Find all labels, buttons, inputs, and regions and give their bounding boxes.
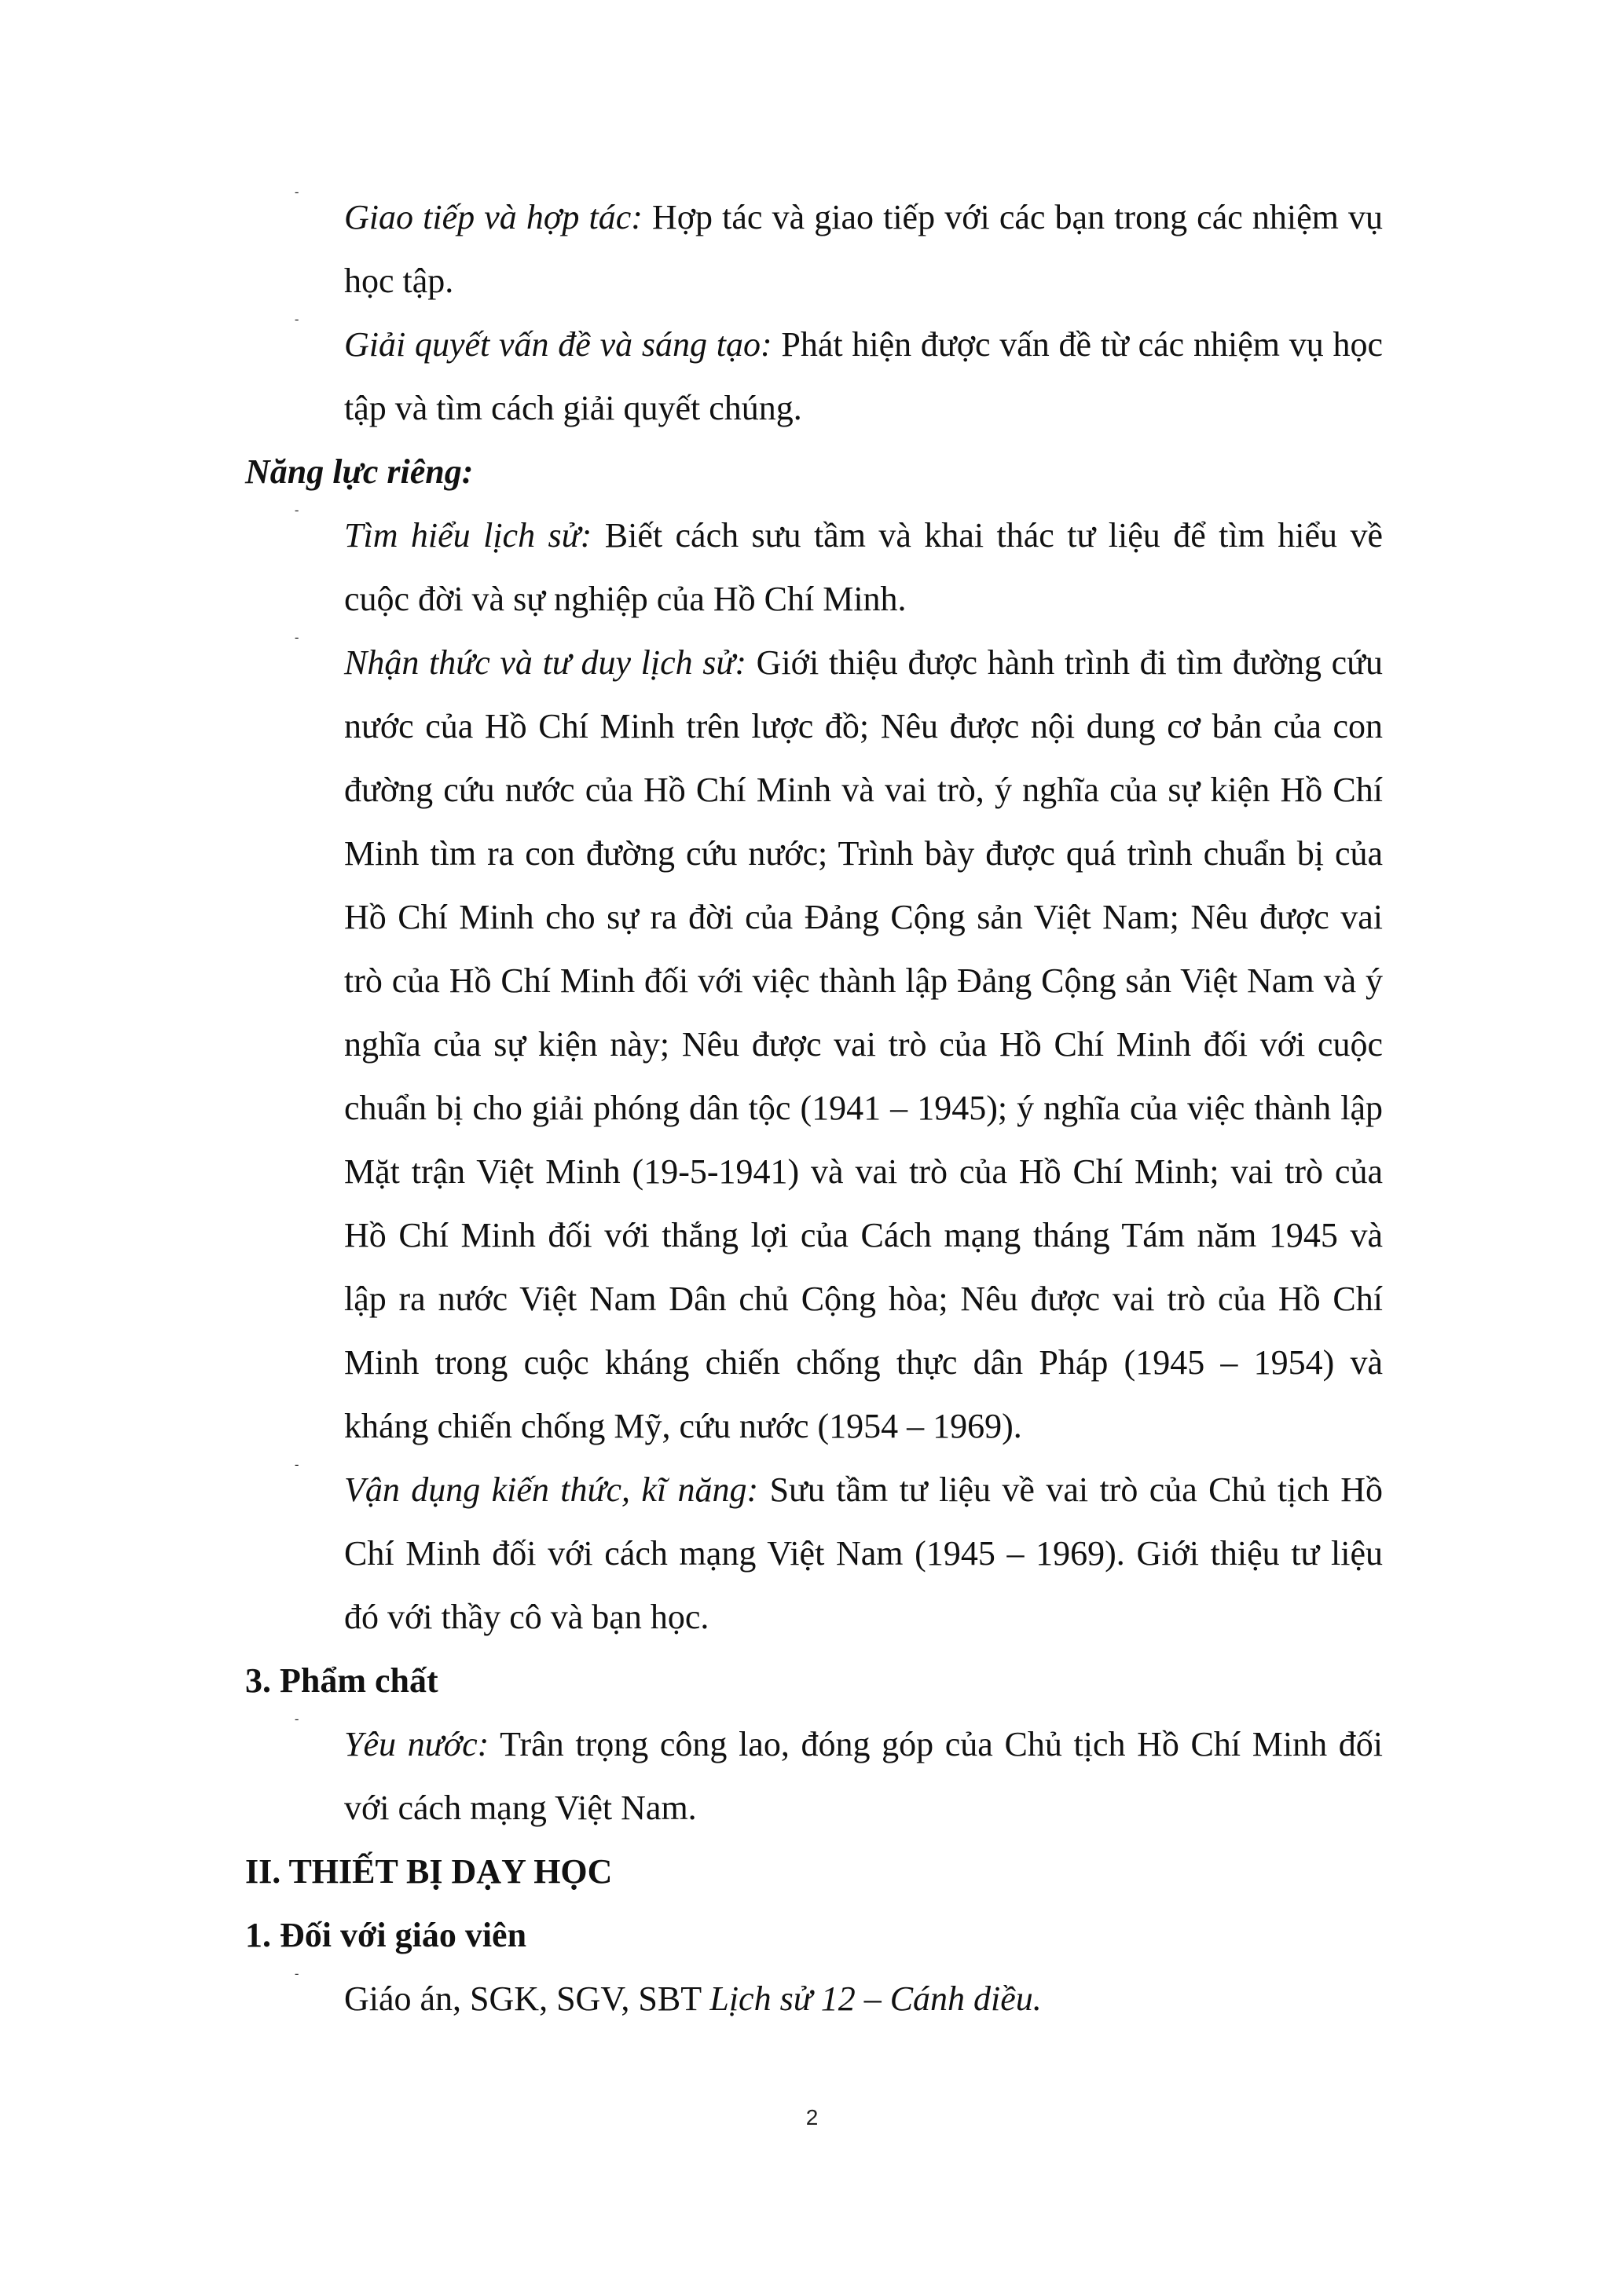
heading-pham-chat: 3. Phẩm chất <box>245 1661 438 1700</box>
heading-nang-luc-rieng: Năng lực riêng: <box>245 452 474 491</box>
page-number: 2 <box>805 2105 819 2129</box>
item-text: Giáo án, SGK, SGV, SBT <box>344 1979 710 2018</box>
item-lead: Giải quyết vấn đề và sáng tạo: <box>344 325 772 364</box>
item-lead: Giao tiếp và hợp tác: <box>344 198 643 236</box>
item-text: Biết cách sưu tầm và khai thác tư liệu để tìm hiểu về cuộc đời và sự nghiệp của Hồ Chí Minh. <box>344 516 1384 618</box>
bullet-dash: - <box>295 313 299 326</box>
item-text: Hợp tác và giao tiếp với các bạn trong các nhiệm vụ học tập. <box>344 198 1383 300</box>
item-text: Giới thiệu được hành trình đi tìm đường cứu nước của Hồ Chí Minh trên lược đồ; Nêu được nội dung cơ bản của con đường cứu nước của Hồ Chí Minh và vai trò, ý nghĩa của sự kiện Hồ Chí Minh tìm ra con đường cứu nước; Trình bày được quá trình chuẩn bị của Hồ Chí Minh cho sự ra đời của Đảng Cộng sản Việt Nam; Nêu được vai trò của Hồ Chí Minh đối với việc thành lập Đảng Cộng sản Việt Nam và ý nghĩa của sự kiện này; Nêu được vai trò của Hồ Chí Minh đối với cuộc chuẩn bị cho giải phóng dân tộc (1941 – 1945); ý nghĩa của việc thành lập Mặt trận Việt Minh (19-5-1941) và vai trò của Hồ Chí Minh; vai trò của Hồ Chí Minh đối với thắng lợi của Cách mạng tháng Tám năm 1945 và lập ra nước Việt Nam Dân chủ Cộng hòa; Nêu được vai trò của Hồ Chí Minh trong cuộc kháng chiến chống thực dân Pháp (1945 – 1954) và kháng chiến chống Mỹ, cứu nước (1954 – 1969). <box>344 643 1383 1445</box>
list-item-nhan-thuc <box>245 631 1383 1458</box>
list-item-van-dung <box>245 1458 1383 1649</box>
bullet-dash: - <box>295 185 299 199</box>
item-text: Phát hiện được vấn đề từ các nhiệm vụ học tập và tìm cách giải quyết chúng. <box>344 325 1383 427</box>
item-lead: Yêu nước: <box>344 1725 489 1763</box>
heading-giao-vien: 1. Đối với giáo viên <box>245 1916 527 1954</box>
bullet-dash: - <box>295 1712 299 1726</box>
item-lead: Tìm hiểu lịch sử: <box>344 516 592 555</box>
bullet-dash: - <box>295 631 299 644</box>
item-text: Sưu tầm tư liệu về vai trò của Chủ tịch Hồ Chí Minh đối với cách mạng Việt Nam (1945 – 1969). Giới thiệu tư liệu đó với thầy cô và bạn học. <box>344 1470 1383 1636</box>
item-lead: Vận dụng kiến thức, kĩ năng: <box>344 1470 759 1509</box>
bullet-dash: - <box>295 504 299 517</box>
heading-thiet-bi: II. THIẾT BỊ DẠY HỌC <box>245 1852 613 1891</box>
list-item-tim-hieu <box>245 504 1383 631</box>
list-item-giao-tiep <box>245 185 1383 313</box>
item-lead: Nhận thức và tư duy lịch sử: <box>344 643 747 682</box>
page-content <box>245 185 1383 2031</box>
item-text: Trân trọng công lao, đóng góp của Chủ tịch Hồ Chí Minh đối với cách mạng Việt Nam. <box>344 1725 1383 1827</box>
bullet-dash: - <box>295 1967 299 1980</box>
list-item-giao-an <box>245 1967 1383 2031</box>
book-title: Lịch sử 12 – Cánh diều. <box>709 1979 1042 2018</box>
bullet-dash: - <box>295 1458 299 1471</box>
list-item-giai-quyet <box>245 313 1383 440</box>
list-item-yeu-nuoc <box>245 1712 1383 1840</box>
